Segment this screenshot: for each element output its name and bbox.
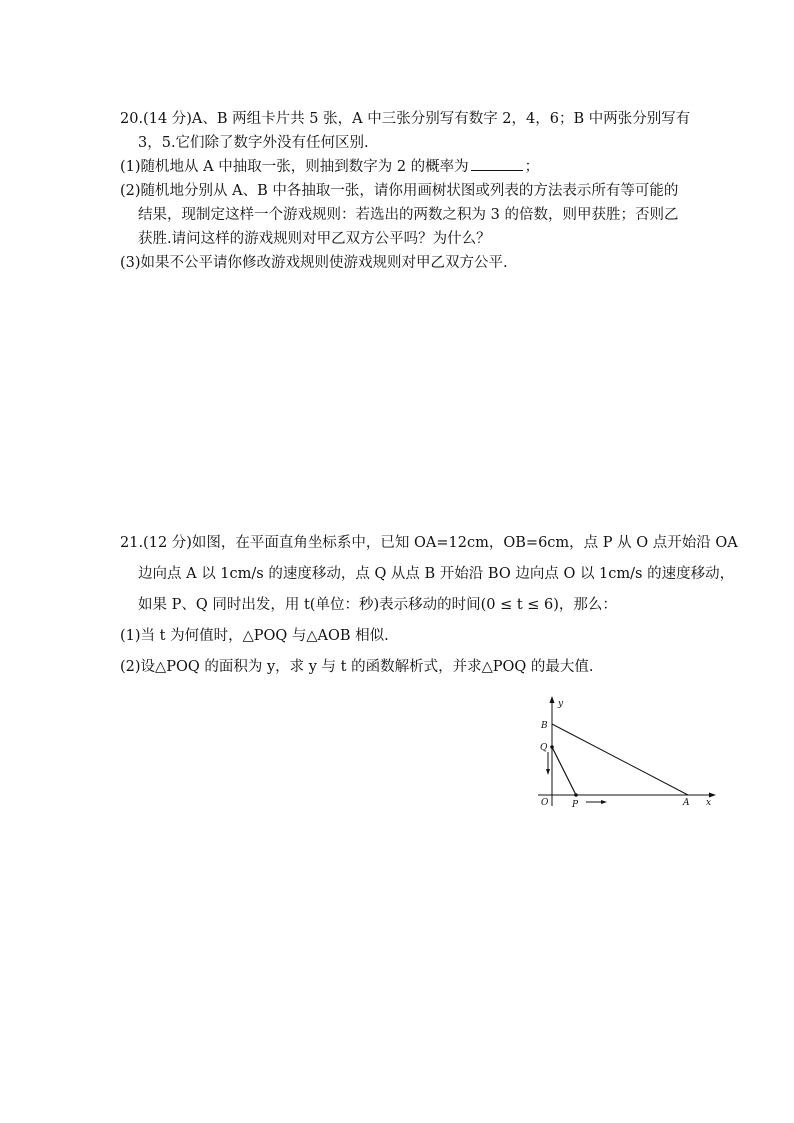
q20-part-1-end: ； (524, 159, 540, 175)
segment-ba (552, 724, 688, 795)
label-p: P (572, 800, 579, 810)
q20-part-1 (120, 155, 730, 179)
q20-part-1-text: (1)随机地从 A 中抽取一张，则抽到数字为 2 的概率为 (120, 159, 469, 175)
figure-svg (528, 694, 728, 814)
segment-qp (552, 747, 576, 795)
q21-stem-line-1: 21.(12 分)如图，在平面直角坐标系中，已知 OA=12cm，OB=6cm，点 P 从 O 点开始沿 OA (120, 535, 738, 551)
q21-part-1: (1)当 t 为何值时，△POQ 与△AOB 相似. (120, 628, 389, 644)
q21-part-2: (2)设△POQ 的面积为 y，求 y 与 t 的函数解析式，并求△POQ 的最大值. (120, 659, 594, 675)
q20-part-2-line-2: 结果，现制定这样一个游戏规则：若选出的两数之积为 3 的倍数，则甲获胜；否则乙 (138, 207, 679, 223)
q20-part-2-line-3: 获胜.请问这样的游戏规则对甲乙双方公平吗？为什么？ (138, 231, 491, 247)
x-axis-arrow (709, 793, 716, 798)
q20-part-3: (3)如果不公平请你修改游戏规则使游戏规则对甲乙双方公平. (120, 255, 508, 271)
question-21 (120, 528, 738, 683)
q-direction-arrowhead (546, 769, 550, 775)
p-direction-arrowhead (601, 800, 607, 804)
q20-stem-line-1: 20.(14 分)A、B 两组卡片共 5 张，A 中三张分别写有数字 2，4，6；B 中两张分别写有 (120, 111, 691, 127)
label-b: B (541, 721, 548, 731)
label-a: A (683, 798, 690, 808)
q20-part-2-line-1: (2)随机地分别从 A、B 中各抽取一张，请你用画树状图或列表的方法表示所有等可能的 (120, 183, 679, 199)
q21-stem-line-3: 如果 P、Q 同时出发，用 t(单位：秒)表示移动的时间(0 ≤ t ≤ 6)，那么： (138, 597, 617, 613)
point-p (574, 793, 578, 797)
label-o: O (541, 798, 549, 808)
label-y: y (558, 699, 564, 709)
answer-blank (471, 156, 523, 171)
label-x: x (706, 798, 712, 808)
question-20 (120, 107, 730, 275)
label-q: Q (540, 743, 548, 753)
y-axis-arrow (550, 696, 555, 703)
q21-stem-line-2: 边向点 A 以 1cm/s 的速度移动，点 Q 从点 B 开始沿 BO 边向点 O 以 1cm/s 的速度移动， (138, 566, 735, 582)
q20-stem-line-2: 3，5.它们除了数字外没有任何区别. (138, 135, 369, 151)
point-q (550, 745, 554, 749)
coordinate-figure (528, 694, 728, 814)
